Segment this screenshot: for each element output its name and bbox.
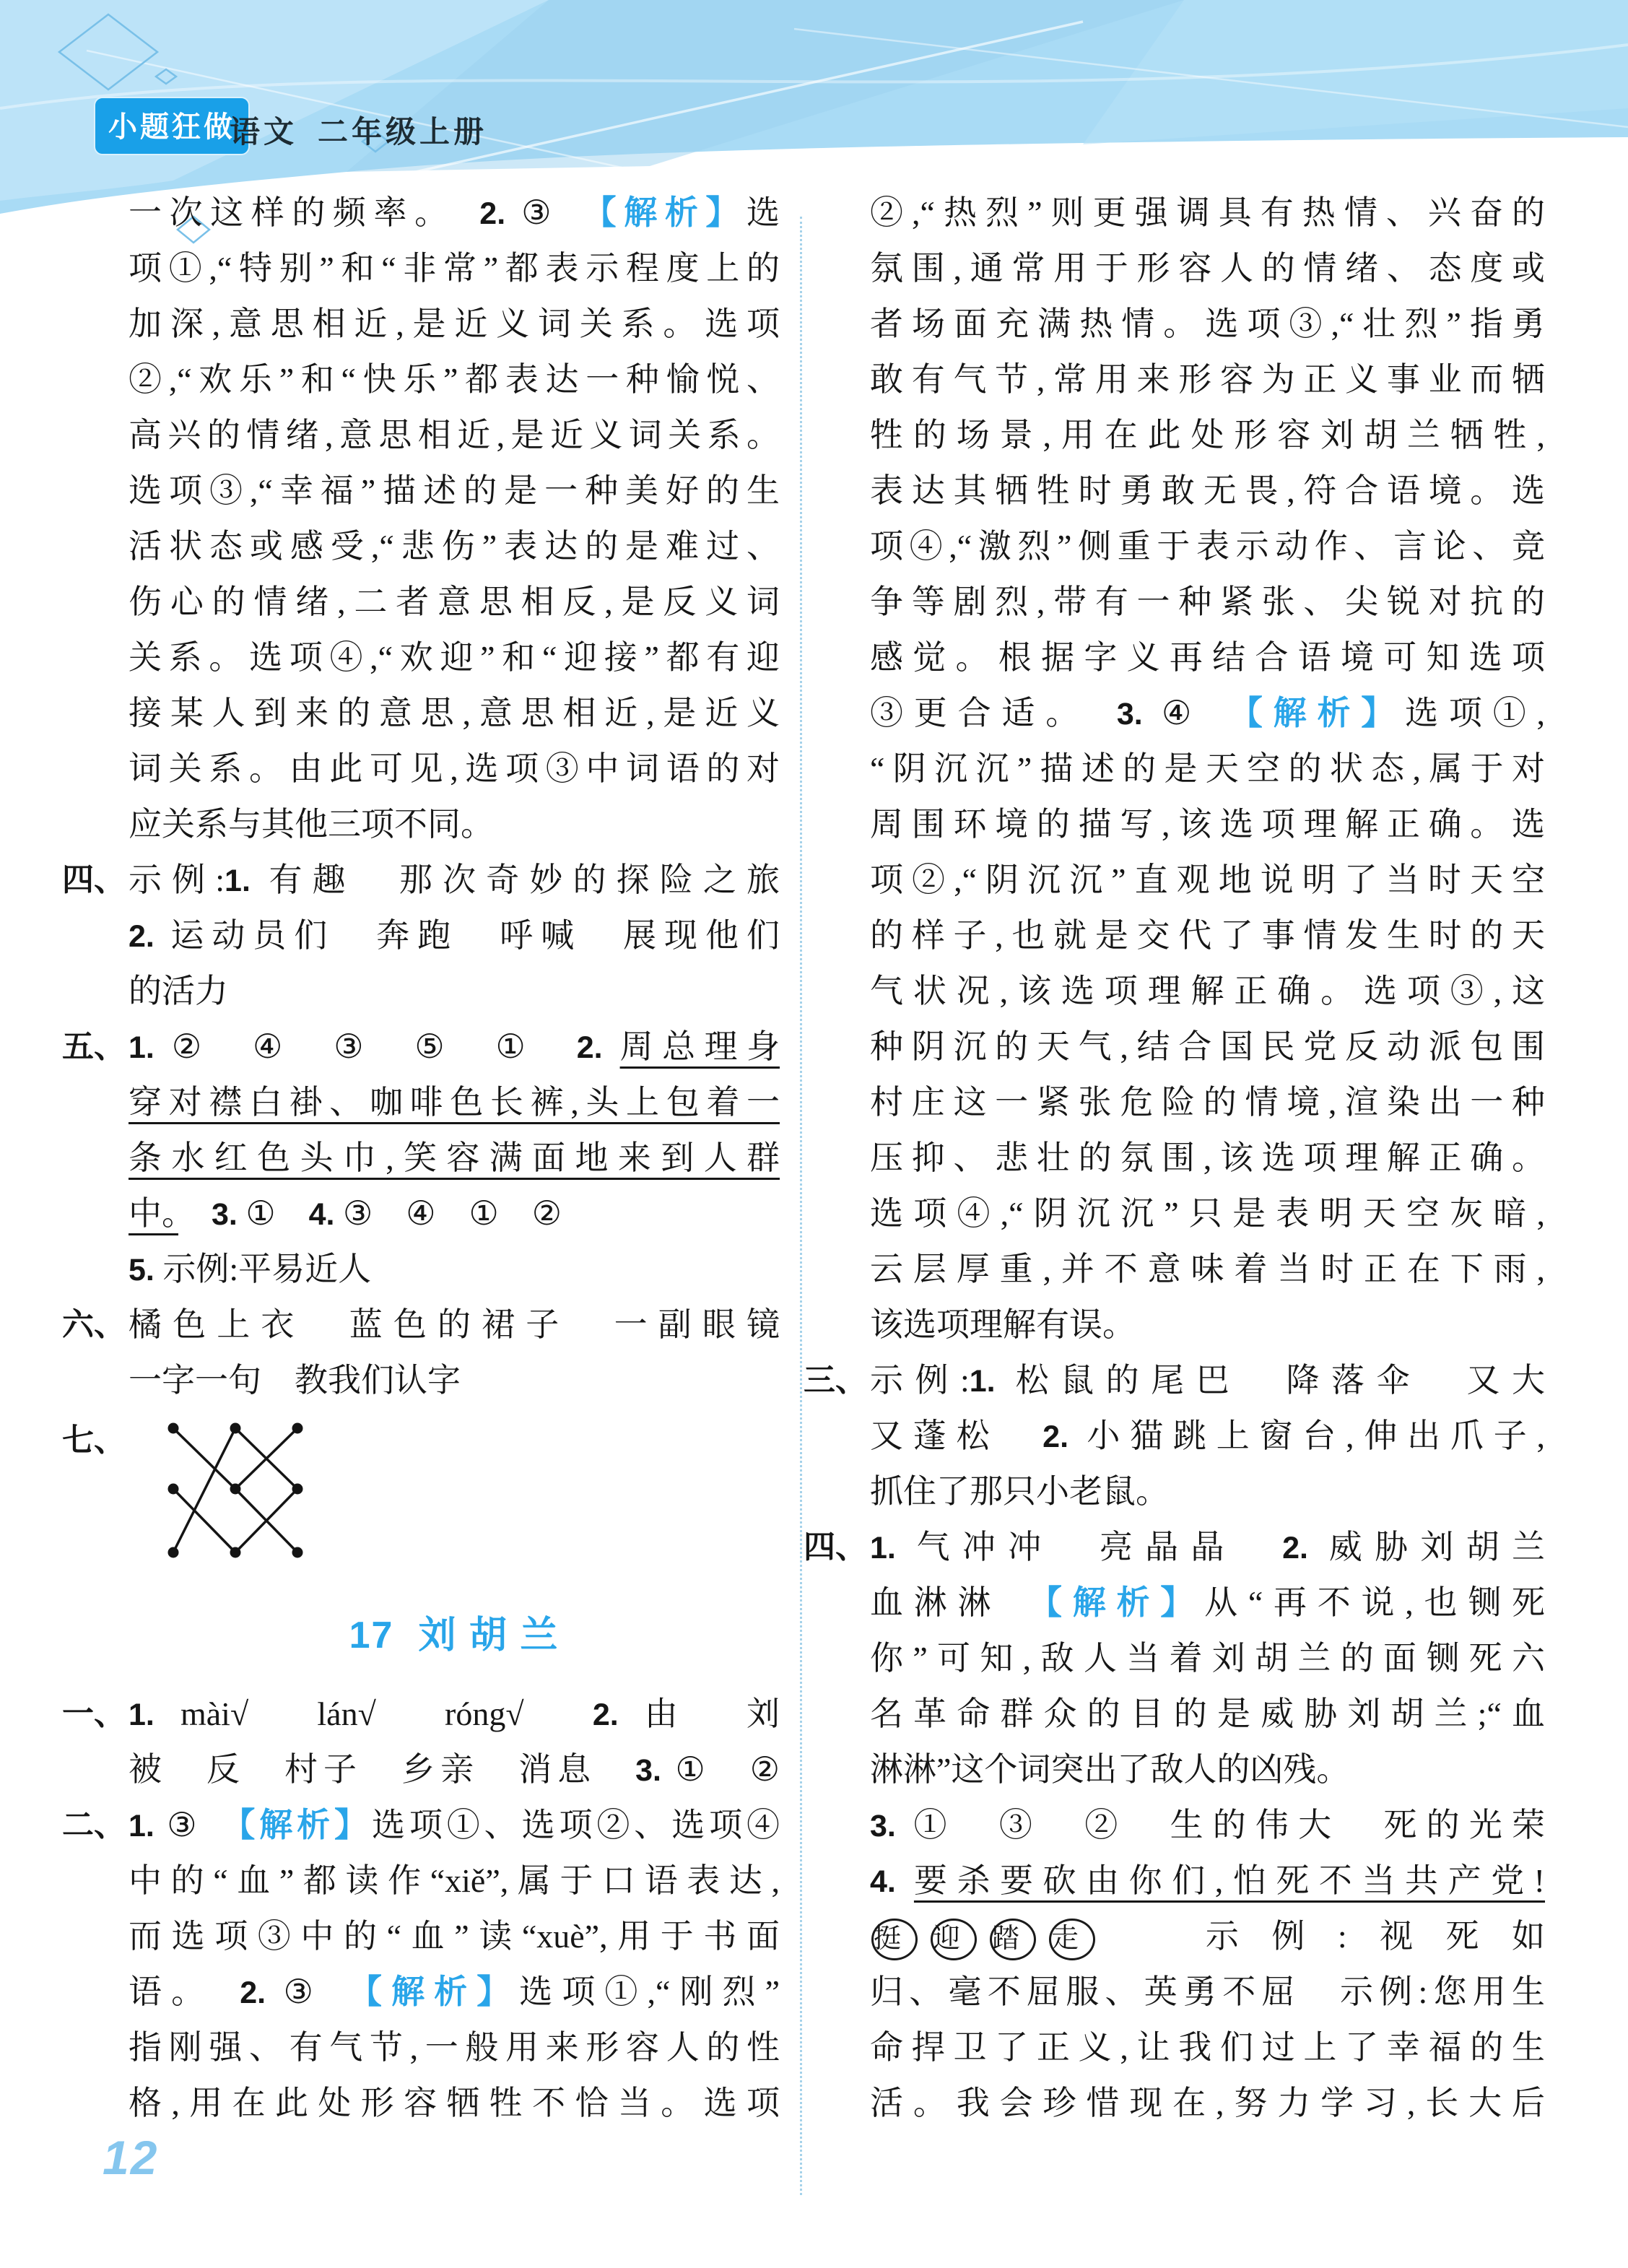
book-grade: 二年级上册 [318, 115, 488, 149]
text-segment: 活状态或感受,“悲伤”表达的是难过、 [129, 528, 780, 565]
text-line [870, 1575, 1545, 1630]
circled-char: 挺 [871, 1919, 918, 1960]
text-line [870, 1686, 1545, 1742]
text-line [129, 352, 780, 407]
text-line [870, 518, 1545, 574]
text-line [870, 1797, 1545, 1853]
text-segment: 一次这样的频率。 [129, 194, 480, 231]
text-line [870, 1742, 1545, 1797]
text-segment: 选项①,“刚烈” [519, 1973, 780, 2010]
text-segment: 的样子,也就是交代了事情发生时的天 [870, 917, 1545, 954]
text-segment: 示例:视死如 [1107, 1918, 1545, 1955]
text-segment: 种阴沉的天气,结合国民党反动派包围 [870, 1028, 1545, 1065]
circled-char: 迎 [931, 1919, 977, 1960]
text-segment: 压抑、悲壮的氛围,该选项理解正确。 [870, 1139, 1545, 1176]
lesson-name: 刘 胡 兰 [418, 1615, 560, 1656]
text-line [129, 1908, 780, 1964]
text-segment: ③ [154, 1807, 239, 1843]
text-line [129, 1964, 780, 2020]
text-line [62, 852, 780, 908]
text-line [129, 574, 780, 630]
text-line [129, 1186, 780, 1241]
text-segment: 血淋淋 [870, 1584, 1046, 1621]
section-label: 三、 [804, 1363, 867, 1398]
text-segment: 该选项理解有误。 [870, 1306, 1136, 1343]
text-line [62, 1019, 780, 1074]
text-line [129, 1853, 780, 1908]
text-line [870, 1074, 1545, 1130]
text-segment: 3. [635, 1753, 661, 1788]
text-segment: 选项④,“阴沉沉”只是表明天空灰暗, [870, 1195, 1545, 1232]
text-segment: 【解析】 [238, 1807, 372, 1843]
text-segment: 橘色上衣 蓝色的裙子 一副眼镜 [129, 1306, 780, 1343]
text-segment: 3. [212, 1197, 238, 1232]
text-line [870, 908, 1545, 963]
text-line [870, 1964, 1545, 2020]
text-segment: 周围环境的描写,该选项理解正确。选 [870, 806, 1545, 843]
text-segment: 高兴的情绪,意思相近,是近义词关系。 [129, 417, 780, 453]
text-segment: 从“再不说,也铡死 [1204, 1584, 1546, 1621]
text-segment: mài√ lán√ róng√ [154, 1695, 593, 1732]
text-segment: 的活力 [129, 973, 228, 1009]
text-line [870, 1297, 1545, 1352]
text-line [129, 1742, 780, 1797]
text-segment: 2. [576, 1030, 603, 1065]
matching-exercise [62, 1408, 780, 1585]
text-line [870, 963, 1545, 1019]
text-line [129, 963, 780, 1019]
text-line [129, 2075, 780, 2131]
text-segment: 者场面充满热情。选项③,“壮烈”指勇 [870, 305, 1545, 342]
text-segment: 淋淋”这个词突出了敌人的凶残。 [870, 1751, 1350, 1788]
text-line [870, 352, 1545, 407]
text-segment: 【解析】 [365, 1973, 520, 2010]
section-label: 四、 [804, 1529, 867, 1565]
text-segment: 示例: [129, 861, 225, 898]
right-column [804, 185, 1546, 2131]
text-segment: 示例: [870, 1362, 970, 1399]
left-column-bottom-lines [62, 1686, 780, 2131]
text-line [129, 240, 780, 296]
text-segment: 4. [870, 1864, 896, 1899]
text-segment: 一字一句 教我们认字 [129, 1362, 461, 1399]
text-segment: 2. [479, 196, 506, 231]
text-segment: 周总理身 [619, 1028, 780, 1065]
text-line [129, 796, 780, 852]
text-segment: 应关系与其他三项不同。 [129, 806, 494, 843]
text-segment: 加深,意思相近,是近义词关系。选项 [129, 305, 780, 342]
text-line [129, 407, 780, 463]
text-line [870, 741, 1545, 796]
text-line [129, 1130, 780, 1186]
text-line [870, 1019, 1545, 1074]
text-segment: 氛围,通常用于形容人的情绪、态度或 [870, 250, 1545, 287]
text-line [129, 741, 780, 796]
text-segment: 5. [129, 1253, 154, 1287]
text-line [870, 2075, 1545, 2131]
text-line [870, 1186, 1545, 1241]
text-segment: 选 [746, 194, 780, 231]
text-segment: 1. [225, 864, 251, 898]
text-segment: 语。 [129, 1973, 240, 2010]
text-line [62, 1686, 780, 1742]
book-subject: 语文 [230, 115, 298, 149]
section-label: 六、 [62, 1307, 126, 1342]
text-segment: ③ [266, 1973, 366, 2010]
text-segment: 松鼠的尾巴 降落伞 又大 [995, 1362, 1546, 1399]
text-segment: 穿对襟白褂、咖啡色长裤,头上包着一 [129, 1084, 780, 1121]
text-segment: 【解析】 [1245, 695, 1406, 731]
text-segment: 有趣 那次奇妙的探险之旅 [250, 861, 780, 898]
text-line [870, 1630, 1545, 1686]
text-line [129, 463, 780, 518]
text-line [62, 1797, 780, 1853]
text-line [129, 685, 780, 741]
text-segment: ③ [505, 194, 600, 231]
brand-badge: 小题狂做 [94, 97, 250, 155]
text-line [870, 574, 1545, 630]
page-number: 12 [103, 2131, 159, 2184]
text-line [129, 1352, 780, 1408]
text-segment: 1. [870, 1531, 896, 1565]
text-segment: 名革命群众的目的是威胁刘胡兰;“血 [870, 1695, 1545, 1732]
text-segment: 表达其牺牲时勇敢无畏,符合语境。选 [870, 472, 1545, 509]
text-line [870, 1130, 1545, 1186]
text-segment: 2. [1282, 1531, 1308, 1565]
text-segment: 条水红色头巾,笑容满面地来到人群 [129, 1139, 780, 1176]
text-segment: 中。 [129, 1195, 178, 1232]
text-segment: 感觉。根据字义再结合语境可知选项 [870, 639, 1545, 676]
text-segment: 又蓬松 [870, 1417, 1043, 1454]
text-segment: 2. [129, 919, 154, 954]
text-segment: 选项③,“幸福”描述的是一种美好的生 [129, 472, 780, 509]
section-label: 五、 [62, 1029, 126, 1064]
text-segment: 中的“血”都读作“xiě”,属于口语表达, [129, 1862, 780, 1899]
text-segment: 牲的场景,用在此处形容刘胡兰牺牲, [870, 417, 1545, 453]
column-divider [800, 217, 802, 2195]
text-line [870, 1908, 1545, 1964]
text-line [870, 463, 1545, 518]
text-segment: 1. [969, 1364, 996, 1399]
text-segment: 格,用在此处形容牺牲不恰当。选项 [129, 2085, 780, 2121]
text-segment: 2. [1042, 1420, 1069, 1454]
text-line [129, 1241, 780, 1297]
text-segment: ②,“欢乐”和“快乐”都表达一种愉悦、 [129, 361, 780, 398]
text-segment: 接某人到来的意思,意思相近,是近义 [129, 695, 780, 731]
text-segment: 归、毫不屈服、英勇不屈 示例:您用生 [870, 1973, 1545, 2010]
text-segment: 【解析】 [599, 194, 746, 231]
text-segment: 项①,“特别”和“非常”都表示程度上的 [129, 250, 780, 287]
book-title [230, 108, 487, 152]
text-line [804, 1352, 1546, 1408]
text-line [129, 908, 780, 963]
text-segment: 项②,“阴沉沉”直观地说明了当时天空 [870, 861, 1545, 898]
text-line [870, 296, 1545, 352]
text-line [870, 1408, 1545, 1464]
text-segment: ① [237, 1195, 309, 1232]
text-segment: ① ② [661, 1751, 780, 1788]
text-segment: 你”可知,敌人当着刘胡兰的面铡死六 [870, 1640, 1545, 1677]
text-segment [603, 1028, 620, 1065]
circled-char: 走 [1049, 1919, 1095, 1960]
section-label: 七、 [62, 1422, 126, 1458]
text-segment: ②,“热烈”则更强调具有热情、兴奋的 [870, 194, 1545, 231]
text-segment: 抓住了那只小老鼠。 [870, 1473, 1169, 1510]
section-label: 四、 [62, 862, 126, 898]
text-segment: 项④,“激烈”侧重于表示动作、言论、竞 [870, 528, 1545, 565]
text-line [870, 1853, 1545, 1908]
text-segment: 2. [592, 1698, 619, 1732]
text-segment: 小猫跳上窗台,伸出爪子, [1068, 1417, 1545, 1454]
text-line [870, 1241, 1545, 1297]
text-line [870, 852, 1545, 908]
text-line [129, 185, 780, 240]
text-segment: 由 刘 [618, 1695, 780, 1732]
text-segment: 运动员们 奔跑 呼喊 展现他们 [154, 917, 780, 954]
text-segment: 村庄这一紧张危险的情境,渲染出一种 [870, 1084, 1545, 1121]
text-segment: 伤心的情绪,二者意思相反,是反义词 [129, 583, 780, 620]
text-segment: ② ④ ③ ⑤ ① [154, 1028, 577, 1065]
text-segment: 要杀要砍由你们,怕死不当共产党! [913, 1862, 1546, 1899]
text-segment: 被 反 村子 乡亲 消息 [129, 1751, 636, 1788]
text-segment: 1. [129, 1809, 154, 1843]
text-line [870, 685, 1545, 741]
text-segment: 选项①、选项②、选项④ [371, 1807, 780, 1843]
text-line [129, 518, 780, 574]
section-label: 一、 [62, 1696, 126, 1732]
text-segment: ③ ④ ① ② [334, 1195, 562, 1232]
text-segment: 敢有气节,常用来形容为正义事业而牺 [870, 361, 1545, 398]
text-segment: 1. [129, 1030, 154, 1065]
text-line [129, 1074, 780, 1130]
text-segment: 3. [1116, 697, 1143, 731]
text-line [129, 296, 780, 352]
text-segment: 2. [240, 1976, 266, 2010]
lesson-number: 17 [349, 1615, 394, 1656]
text-segment: 3. [870, 1809, 896, 1843]
text-segment: 气冲冲 亮晶晶 [895, 1529, 1283, 1565]
text-line [870, 796, 1545, 852]
text-segment: 选项①, [1405, 695, 1545, 731]
text-line [870, 407, 1545, 463]
text-segment: 争等剧烈,带有一种紧张、尖锐对抗的 [870, 583, 1545, 620]
text-segment: 活。我会珍惜现在,努力学习,长大后 [870, 2085, 1545, 2121]
text-line [129, 630, 780, 685]
text-segment: 指刚强、有气节,一般用来形容人的性 [129, 2029, 780, 2066]
section-label: 二、 [62, 1807, 126, 1843]
text-segment: 气状况,该选项理解正确。选项③,这 [870, 973, 1545, 1009]
text-segment: 词关系。由此可见,选项③中词语的对 [129, 750, 780, 787]
text-segment: 1. [129, 1698, 154, 1732]
right-column-lines [804, 185, 1546, 2131]
left-column [62, 185, 780, 2131]
text-line [870, 240, 1545, 296]
text-segment: 命捍卫了正义,让我们过上了幸福的生 [870, 2029, 1545, 2066]
lesson-title [129, 1614, 780, 1657]
text-segment: “阴沉沉”描述的是天空的状态,属于对 [870, 750, 1545, 787]
text-segment: 而选项③中的“血”读“xuè”,用于书面 [129, 1918, 780, 1955]
text-segment: 云层厚重,并不意味着当时正在下雨, [870, 1251, 1545, 1287]
text-segment: ① ③ ② 生的伟大 死的光荣 [895, 1807, 1545, 1843]
text-segment: ③更合适。 [870, 695, 1117, 731]
left-column-top-lines [62, 185, 780, 1408]
text-line [129, 2020, 780, 2075]
matching-diagram [129, 1408, 345, 1581]
text-segment: 关系。选项④,“欢迎”和“迎接”都有迎 [129, 639, 780, 676]
text-line [870, 630, 1545, 685]
text-line [870, 185, 1545, 240]
text-segment: 【解析】 [1045, 1584, 1205, 1621]
text-segment: 示例:平易近人 [154, 1251, 372, 1287]
text-segment: 威胁刘胡兰 [1307, 1529, 1546, 1565]
text-segment [896, 1862, 914, 1899]
text-line [870, 2020, 1545, 2075]
text-line [62, 1297, 780, 1352]
text-segment: 4. [308, 1197, 335, 1232]
text-segment [178, 1195, 212, 1232]
text-segment: ④ [1142, 695, 1246, 731]
text-line [804, 1519, 1546, 1575]
text-line [870, 1464, 1545, 1519]
circled-char: 踏 [990, 1919, 1036, 1960]
